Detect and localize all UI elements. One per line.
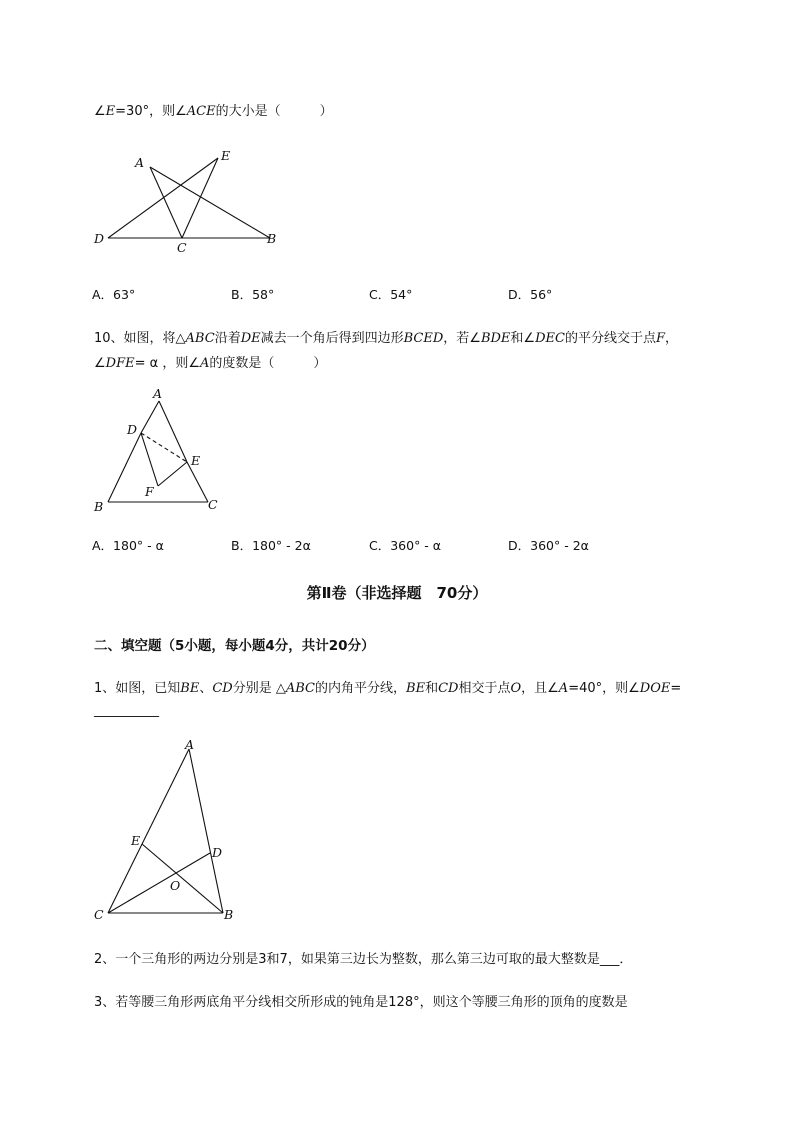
q10-text: 和∠ [510,331,536,346]
label-c: C [94,907,104,922]
q10-text: ，若∠ [443,331,481,346]
segment-fe [158,462,187,486]
q9-stem-part: ∠ [94,104,106,119]
q10-var: ABC [185,331,215,346]
q9-figure [90,145,290,260]
label-b: B [267,231,277,246]
q10-stem-line1 [94,327,678,346]
segment-ce [182,158,218,238]
f1-var: CD [438,681,459,696]
f1-text: 的内角平分线， [315,681,407,696]
q10-option-a[interactable]: A．180° - α [92,538,164,553]
label-d: D [212,845,223,860]
q10-var: DEC [535,331,565,346]
f3-stem: 3、若等腰三角形两底角平分线相交所形成的钝角是128°，则这个等腰三角形的顶角的度数是 [94,995,628,1010]
f1-text: 和 [425,681,439,696]
f1-stem-line1 [94,677,681,696]
f1-var: DOE [639,681,671,696]
label-b: B [224,907,234,922]
q10-text: ∠ [94,356,106,371]
q9-option-b[interactable]: B．58° [231,287,275,302]
section2-heading: 二、填空题（5小题，每小题4分，共计20分） [94,638,375,654]
q10-text: 沿着 [214,331,241,346]
label-d: D [94,231,105,246]
label-f: F [145,484,154,499]
label-a: A [153,386,163,401]
q10-var: F [655,331,665,346]
segment-ab [150,167,270,238]
label-b: B [94,499,104,514]
label-d: D [127,422,138,437]
f1-var: ABC [285,681,315,696]
segment-bd [108,433,141,502]
segment-da [141,401,159,433]
q10-option-b[interactable]: B．180° - 2α [231,538,311,553]
q9-stem-part: =30°，则∠ [115,104,187,119]
q9-stem [94,100,333,119]
q10-var: BDE [480,331,511,346]
label-c: C [208,497,218,512]
q10-stem-line2 [94,352,326,371]
q10-option-d[interactable]: D．360° - 2α [508,538,589,553]
q10-var: DE [240,331,261,346]
q9-option-c[interactable]: C．54° [369,287,413,302]
q10-figure [90,386,230,516]
f1-text: 相交于点 [458,681,511,696]
q10-option-c[interactable]: C．360° - α [369,538,442,553]
q9-stem-var: ACE [186,104,216,119]
q10-text: 的平分线交于点 [564,331,656,346]
f1-var: O [510,681,522,696]
label-a: A [135,155,145,170]
part2-title: 第Ⅱ卷（非选择题 70分） [306,584,488,602]
f2-stem: 2、一个三角形的两边分别是3和7，如果第三边长为整数，那么第三边可取的最大整数是___． [94,952,633,967]
q10-text: ， [664,331,678,346]
q10-text: = α ，则∠ [134,356,200,371]
f1-var: BE [406,681,426,696]
label-o: O [170,878,181,893]
q10-var: A [199,356,210,371]
f1-text: 1、如图，已知 [94,681,181,696]
label-e: E [191,453,201,468]
f1-answer-blank[interactable]: __________ [94,703,159,718]
q9-option-d[interactable]: D．56° [508,287,553,302]
segment-ec [187,462,208,502]
q10-text: 10、如图，将△ [94,331,186,346]
segment-ac [150,167,182,238]
f1-text: ，且∠ [521,681,559,696]
f1-var: A [558,681,569,696]
f1-figure [90,735,240,925]
q10-text: 减去一个角后得到四边形 [260,331,404,346]
f1-text: =40°，则∠ [568,681,640,696]
q9-stem-part: 的大小是（ ） [215,104,333,119]
q10-var: BCED [403,331,444,346]
label-e: E [131,833,141,848]
q9-stem-var: E [105,104,116,119]
segment-df [141,433,158,486]
q10-text: 的度数是（ ） [209,356,327,371]
f1-var: CD [212,681,233,696]
f1-text: 、 [199,681,213,696]
q9-option-a[interactable]: A．63° [92,287,136,302]
f1-text: = [670,681,682,696]
f1-text: 分别是 △ [232,681,286,696]
q10-var: DFE [105,356,135,371]
label-e: E [221,148,231,163]
f1-var: BE [180,681,200,696]
label-c: C [177,240,187,255]
label-a: A [185,737,195,752]
